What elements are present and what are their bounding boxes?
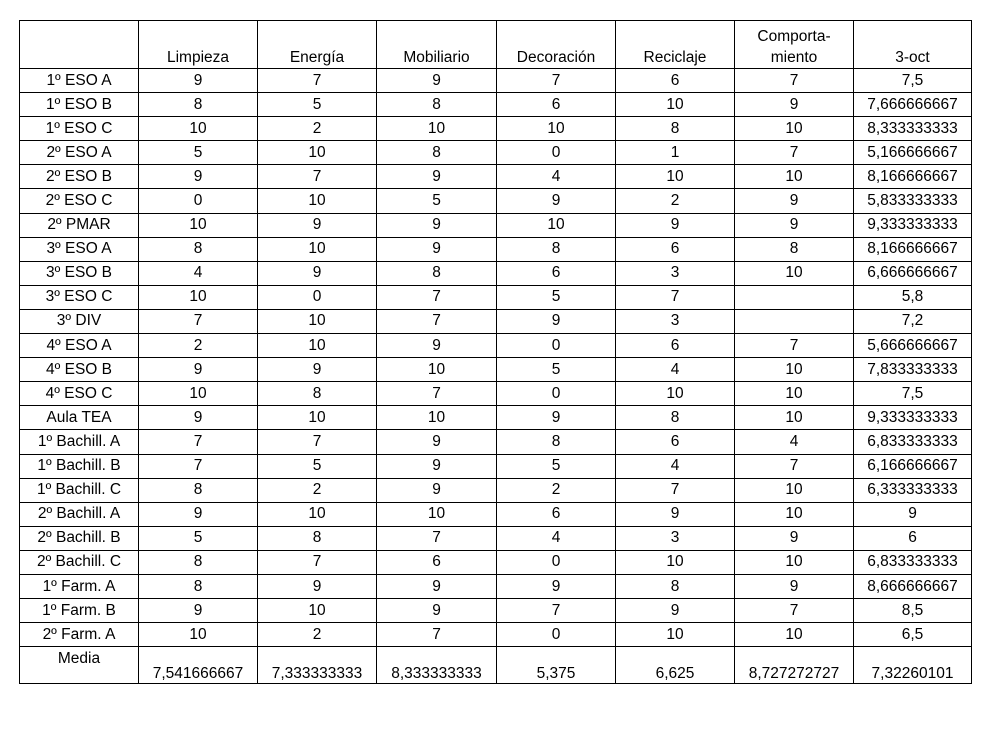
table-cell: 0: [497, 382, 616, 406]
header-corner: [20, 21, 139, 69]
table-row: [20, 165, 972, 189]
row-label: 2º PMAR: [20, 213, 139, 237]
footer-cell: 7,541666667: [139, 647, 258, 684]
table-cell: 8: [139, 478, 258, 502]
table-cell: 2: [497, 478, 616, 502]
table-cell: 3: [616, 309, 735, 333]
table-cell: 6,333333333: [854, 478, 972, 502]
table-cell: 6: [497, 261, 616, 285]
footer-cell: 6,625: [616, 647, 735, 684]
table-cell: 10: [139, 285, 258, 309]
table-cell: 8: [258, 382, 377, 406]
table-cell: 10: [735, 382, 854, 406]
table-cell: 10: [735, 261, 854, 285]
table-cell: 2: [139, 334, 258, 358]
table-cell: 10: [735, 478, 854, 502]
table-cell: 7: [735, 454, 854, 478]
table-cell: 5,666666667: [854, 334, 972, 358]
table-cell: 5: [258, 454, 377, 478]
table-cell: 7: [139, 430, 258, 454]
row-label: 2º ESO C: [20, 189, 139, 213]
row-label: 1º ESO A: [20, 69, 139, 93]
table-cell: 10: [616, 382, 735, 406]
table-cell: [735, 309, 854, 333]
table-cell: 10: [616, 623, 735, 647]
table-cell: 9: [139, 358, 258, 382]
table-row: [20, 189, 972, 213]
row-label: 3º ESO C: [20, 285, 139, 309]
table-cell: 10: [735, 117, 854, 141]
table-cell: 10: [258, 309, 377, 333]
table-cell: 10: [258, 141, 377, 165]
table-cell: 8: [616, 406, 735, 430]
table-cell: 9: [616, 213, 735, 237]
header-date: 3-oct: [854, 21, 972, 69]
table-cell: 6: [854, 526, 972, 550]
table-cell: 10: [377, 117, 497, 141]
table-cell: 7: [258, 165, 377, 189]
table-row: [20, 213, 972, 237]
table-cell: 10: [139, 623, 258, 647]
table-cell: 4: [616, 358, 735, 382]
table-cell: 6,5: [854, 623, 972, 647]
table-cell: 8,333333333: [854, 117, 972, 141]
table-cell: 7: [377, 285, 497, 309]
table-cell: 5: [258, 93, 377, 117]
header-limpieza: Limpieza: [139, 21, 258, 69]
table-cell: 8: [139, 237, 258, 261]
table-cell: 7,5: [854, 69, 972, 93]
table-cell: 7: [258, 550, 377, 574]
table-cell: 1: [616, 141, 735, 165]
row-label: 1º Bachill. A: [20, 430, 139, 454]
table-cell: 8,5: [854, 599, 972, 623]
table-cell: 9: [377, 574, 497, 598]
row-label: 1º Farm. A: [20, 574, 139, 598]
table-cell: 0: [497, 623, 616, 647]
table-row: [20, 285, 972, 309]
row-label: 1º Farm. B: [20, 599, 139, 623]
table-cell: 8,666666667: [854, 574, 972, 598]
table-cell: 6,166666667: [854, 454, 972, 478]
table-cell: 9: [497, 189, 616, 213]
table-cell: 7,833333333: [854, 358, 972, 382]
table-cell: 5: [497, 454, 616, 478]
table-cell: 7: [377, 526, 497, 550]
table-row: [20, 309, 972, 333]
table-cell: 9: [139, 69, 258, 93]
table-cell: 9: [377, 599, 497, 623]
table-cell: 9: [258, 358, 377, 382]
table-row: [20, 574, 972, 598]
table-cell: 9: [735, 574, 854, 598]
header-energia: Energía: [258, 21, 377, 69]
table-cell: 10: [735, 550, 854, 574]
table-cell: 5: [497, 285, 616, 309]
table-cell: 8: [377, 261, 497, 285]
table-cell: 6: [616, 69, 735, 93]
table-row: [20, 406, 972, 430]
table-cell: 10: [616, 550, 735, 574]
table-cell: 5: [497, 358, 616, 382]
table-cell: 7,5: [854, 382, 972, 406]
table-cell: 10: [497, 117, 616, 141]
table-cell: 0: [258, 285, 377, 309]
footer-cell: 8,727272727: [735, 647, 854, 684]
table-row: [20, 358, 972, 382]
table-cell: 9: [854, 502, 972, 526]
table-cell: 9: [497, 309, 616, 333]
row-label: 1º ESO B: [20, 93, 139, 117]
footer-label: Media: [20, 647, 139, 684]
header-reciclaje: Reciclaje: [616, 21, 735, 69]
table-cell: 7,2: [854, 309, 972, 333]
table-cell: 8: [616, 574, 735, 598]
table-row: [20, 382, 972, 406]
table-cell: 7: [616, 285, 735, 309]
scores-table: [19, 20, 972, 684]
table-row: [20, 599, 972, 623]
table-row: [20, 478, 972, 502]
table-row: [20, 550, 972, 574]
table-cell: 6: [377, 550, 497, 574]
table-cell: 7: [139, 454, 258, 478]
footer-cell: 8,333333333: [377, 647, 497, 684]
table-cell: 8: [377, 93, 497, 117]
table-cell: 9: [258, 213, 377, 237]
table-cell: 6: [616, 237, 735, 261]
row-label: 2º Farm. A: [20, 623, 139, 647]
table-cell: 10: [139, 117, 258, 141]
table-cell: 3: [616, 526, 735, 550]
table-cell: 9: [377, 334, 497, 358]
row-label: 4º ESO B: [20, 358, 139, 382]
table-cell: 9: [377, 213, 497, 237]
table-cell: 9,333333333: [854, 213, 972, 237]
table-cell: 8: [497, 430, 616, 454]
table-row: [20, 430, 972, 454]
table-cell: 7,666666667: [854, 93, 972, 117]
row-label: 2º ESO A: [20, 141, 139, 165]
table-cell: 7: [497, 69, 616, 93]
table-cell: 4: [497, 526, 616, 550]
table-cell: 10: [258, 237, 377, 261]
table-cell: 7: [735, 141, 854, 165]
table-cell: 8,166666667: [854, 165, 972, 189]
table-cell: 9,333333333: [854, 406, 972, 430]
footer-row: [20, 647, 972, 684]
header-decoracion: Decoración: [497, 21, 616, 69]
table-cell: 6: [616, 334, 735, 358]
table-cell: 9: [139, 502, 258, 526]
table-cell: 7: [735, 334, 854, 358]
table-cell: 8: [139, 550, 258, 574]
row-label: 3º ESO B: [20, 261, 139, 285]
footer-cell: 5,375: [497, 647, 616, 684]
table-row: [20, 334, 972, 358]
table-cell: 0: [497, 334, 616, 358]
table-cell: 8: [139, 574, 258, 598]
row-label: 4º ESO A: [20, 334, 139, 358]
row-label: 1º Bachill. C: [20, 478, 139, 502]
table-cell: 7: [616, 478, 735, 502]
table-cell: 10: [735, 358, 854, 382]
table-cell: 10: [735, 502, 854, 526]
table-row: [20, 69, 972, 93]
table-cell: 4: [139, 261, 258, 285]
table-cell: 7: [735, 599, 854, 623]
table-cell: 10: [377, 358, 497, 382]
table-cell: 7: [377, 309, 497, 333]
table-cell: 6: [497, 502, 616, 526]
table-row: [20, 117, 972, 141]
table-cell: 10: [258, 189, 377, 213]
header-mobiliario: Mobiliario: [377, 21, 497, 69]
row-label: 2º Bachill. B: [20, 526, 139, 550]
table-cell: 10: [377, 502, 497, 526]
row-label: 2º ESO B: [20, 165, 139, 189]
table-cell: 4: [735, 430, 854, 454]
table-cell: 5: [377, 189, 497, 213]
table-cell: 10: [616, 93, 735, 117]
table-row: [20, 623, 972, 647]
table-cell: 10: [497, 213, 616, 237]
table-cell: 6: [616, 430, 735, 454]
table-cell: 9: [377, 237, 497, 261]
table-cell: 7: [139, 309, 258, 333]
table-row: [20, 237, 972, 261]
table-cell: 5: [139, 526, 258, 550]
table-cell: 10: [616, 165, 735, 189]
table-cell: 2: [258, 478, 377, 502]
row-label: 2º Bachill. A: [20, 502, 139, 526]
row-label: 1º Bachill. B: [20, 454, 139, 478]
table-cell: 10: [258, 406, 377, 430]
table-body: [20, 69, 972, 647]
table-cell: 2: [258, 117, 377, 141]
table-cell: 0: [497, 141, 616, 165]
footer-cell: 7,32260101: [854, 647, 972, 684]
table-cell: 9: [497, 406, 616, 430]
table-cell: 7: [497, 599, 616, 623]
table-cell: 7: [258, 69, 377, 93]
table-cell: 0: [139, 189, 258, 213]
table-cell: 7: [258, 430, 377, 454]
table-cell: 9: [735, 213, 854, 237]
table-cell: 6: [497, 93, 616, 117]
table-row: [20, 261, 972, 285]
table-cell: 10: [139, 213, 258, 237]
table-cell: 8: [616, 117, 735, 141]
table-row: [20, 502, 972, 526]
table-cell: 9: [735, 189, 854, 213]
row-label: 2º Bachill. C: [20, 550, 139, 574]
table-cell: 10: [258, 334, 377, 358]
table-cell: 8: [735, 237, 854, 261]
table-cell: 5: [139, 141, 258, 165]
table-cell: 6,833333333: [854, 430, 972, 454]
row-label: 3º DIV: [20, 309, 139, 333]
table-cell: 5,833333333: [854, 189, 972, 213]
table-row: [20, 526, 972, 550]
table-cell: 9: [377, 454, 497, 478]
table-cell: 9: [258, 574, 377, 598]
table-cell: 9: [497, 574, 616, 598]
table-cell: 2: [258, 623, 377, 647]
header-row: [20, 21, 972, 69]
table-cell: 9: [616, 599, 735, 623]
table-cell: 10: [735, 406, 854, 430]
table-cell: 8: [139, 93, 258, 117]
table-cell: 9: [377, 430, 497, 454]
table-cell: 9: [616, 502, 735, 526]
row-label: 3º ESO A: [20, 237, 139, 261]
table-cell: 9: [139, 599, 258, 623]
table-cell: [735, 285, 854, 309]
table-cell: 0: [497, 550, 616, 574]
table-cell: 7: [377, 623, 497, 647]
table-cell: 5,8: [854, 285, 972, 309]
table-cell: 9: [377, 69, 497, 93]
table-cell: 9: [735, 93, 854, 117]
table-cell: 8,166666667: [854, 237, 972, 261]
table-cell: 9: [258, 261, 377, 285]
table-cell: 4: [616, 454, 735, 478]
table-cell: 10: [258, 502, 377, 526]
table-row: [20, 141, 972, 165]
table-cell: 10: [735, 165, 854, 189]
table-cell: 7: [735, 69, 854, 93]
table-cell: 6,833333333: [854, 550, 972, 574]
table-cell: 5,166666667: [854, 141, 972, 165]
table-cell: 4: [497, 165, 616, 189]
table-cell: 6,666666667: [854, 261, 972, 285]
table-cell: 3: [616, 261, 735, 285]
table-cell: 8: [258, 526, 377, 550]
table-cell: 9: [377, 478, 497, 502]
table-cell: 9: [139, 165, 258, 189]
table-cell: 8: [497, 237, 616, 261]
table-cell: 9: [735, 526, 854, 550]
table-row: [20, 454, 972, 478]
table-cell: 10: [377, 406, 497, 430]
table-row: [20, 93, 972, 117]
header-comportamiento: Comporta- miento: [735, 21, 854, 69]
footer-cell: 7,333333333: [258, 647, 377, 684]
row-label: Aula TEA: [20, 406, 139, 430]
table-cell: 7: [377, 382, 497, 406]
table-cell: 10: [258, 599, 377, 623]
row-label: 4º ESO C: [20, 382, 139, 406]
table-cell: 9: [139, 406, 258, 430]
table-cell: 2: [616, 189, 735, 213]
table-cell: 8: [377, 141, 497, 165]
table-cell: 9: [377, 165, 497, 189]
row-label: 1º ESO C: [20, 117, 139, 141]
table-cell: 10: [139, 382, 258, 406]
table-cell: 10: [735, 623, 854, 647]
